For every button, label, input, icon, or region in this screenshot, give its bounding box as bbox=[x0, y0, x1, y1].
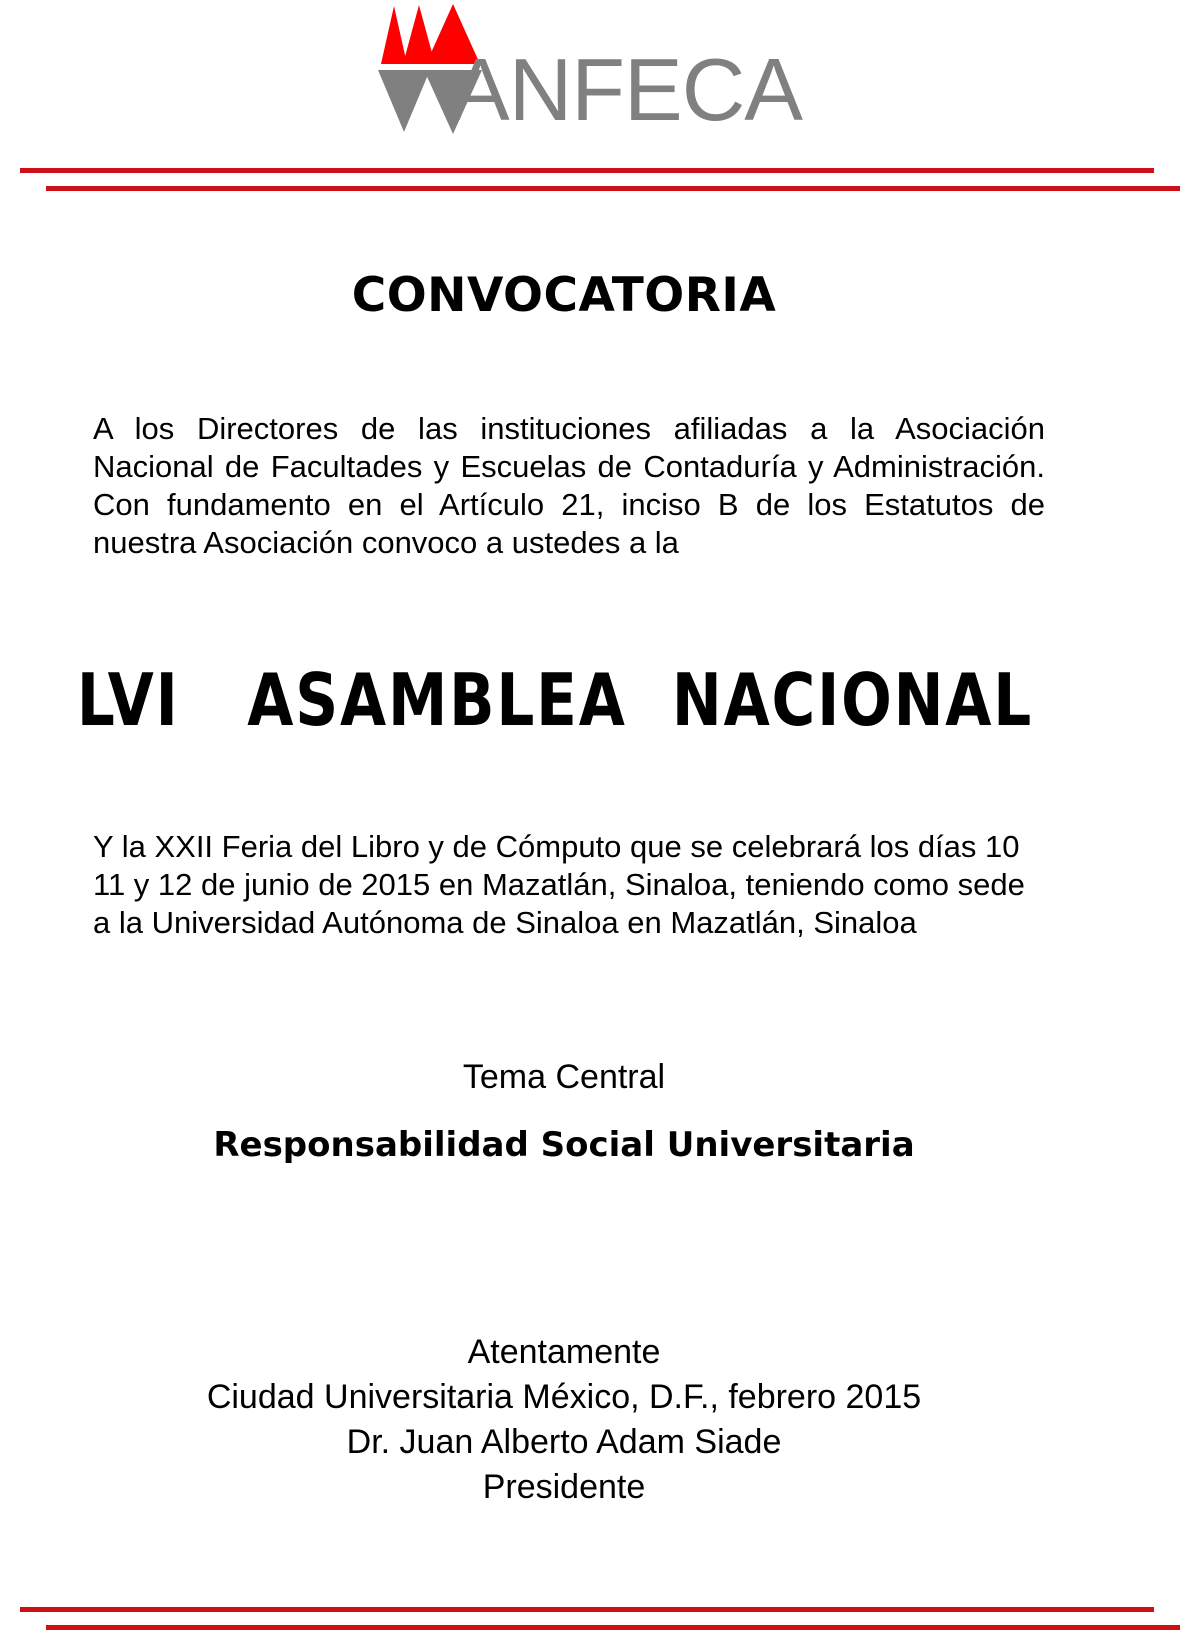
theme-label: Tema Central bbox=[462, 1058, 666, 1096]
event-paragraph-line-1: Y la XXII Feria del Libro y de Cómputo que se celebrará los días 10 bbox=[93, 829, 1020, 864]
header-rule-upper bbox=[20, 168, 1154, 173]
intro-paragraph-text: A los Directores de las instituciones afiliadas a la Asociación Nacional de Facultades y Escuelas de Contaduría y Administración. Con fundamento en el Artículo 21, inciso B de los Estatutos de nuestra Asociación convoco a ustedes a la bbox=[93, 411, 1045, 560]
event-paragraph-line-2: 11 y 12 de junio de 2015 en Mazatlán, Sinaloa, teniendo como sede bbox=[93, 867, 1025, 902]
event-paragraph-line-3: a la Universidad Autónoma de Sinaloa en Mazatlán, Sinaloa bbox=[93, 905, 917, 940]
event-paragraph bbox=[93, 828, 1045, 942]
footer-rule-lower bbox=[46, 1625, 1180, 1630]
anfeca-wordmark: ANFECA bbox=[451, 40, 802, 139]
signature-closing: Atentamente bbox=[467, 1333, 661, 1371]
event-title: LVI ASAMBLEA NACIONAL bbox=[76, 658, 1034, 742]
header-rule-lower bbox=[46, 186, 1180, 191]
signature-name: Dr. Juan Alberto Adam Siade bbox=[346, 1423, 782, 1461]
signature-position: Presidente bbox=[482, 1468, 646, 1506]
document-header bbox=[0, 0, 1200, 145]
footer-rule-upper bbox=[20, 1607, 1154, 1612]
page-title: CONVOCATORIA bbox=[351, 268, 777, 323]
theme-value: Responsabilidad Social Universitaria bbox=[213, 1125, 915, 1165]
signature-place-date: Ciudad Universitaria México, D.F., febrero 2015 bbox=[206, 1378, 922, 1416]
anfeca-logo bbox=[358, 2, 802, 139]
intro-paragraph bbox=[93, 410, 1045, 562]
signature-block bbox=[0, 1330, 1128, 1510]
